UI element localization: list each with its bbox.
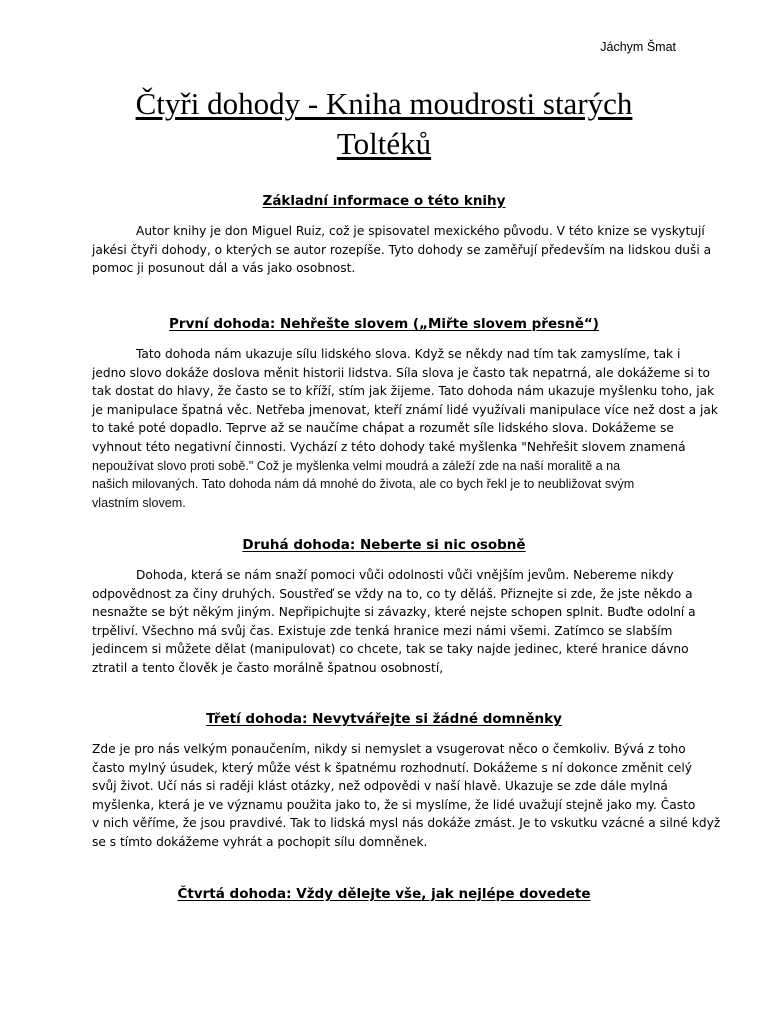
paragraph-line: svůj život. Učí nás si raději klást otázky, než odpovědi v naší hlavě. Ukazuje se zde dále mylná (92, 779, 668, 794)
paragraph-line: ztratil a tento člověk je často morálně špatnou osobností, (92, 660, 444, 675)
paragraph-line: často mylný úsudek, který může vést k špatnému rozhodnutí. Dokážeme s ní dokonce změnit celý (92, 760, 692, 775)
title-line-1: Čtyři dohody - Kniha moudrosti starých (135, 86, 633, 121)
paragraph-line: vyhnout této negativní činnosti. Vychází z této dohody také myšlenka "Nehřešit slovem znamená (92, 439, 686, 454)
paragraph-line: je manipulace špatná věc. Netřeba jmenovat, kteří známí lidé využívali manipulace více než dost a jak (92, 402, 718, 417)
section-heading-basic-info: Základní informace o této knihy (262, 193, 506, 209)
paragraph-line: jedno slovo dokáže doslova měnit historii lidstva. Síla slova je často tak nepatrná, ale dokážeme si to (92, 365, 710, 380)
section-heading-first-agreement: První dohoda: Nehřešte slovem („Miřte slovem přesně“) (169, 316, 599, 332)
author-name: Jáchym Šmat (600, 40, 676, 54)
paragraph-line: v nich věříme, že jsou pravdivé. Tak to lidská mysl nás dokáže zmást. Je to vskutku vzácné a silné když (92, 816, 721, 831)
section-paragraph-second-agreement (92, 566, 696, 678)
paragraph-line: jakési čtyři dohody, o kterých se autor rozepíše. Tyto dohody se zaměřují především na lidskou duši a (92, 242, 712, 257)
paragraph-line: myšlenka, která je ve významu použita jako to, že si myslíme, že lidé uvažují stejně jako my. Často (92, 797, 696, 812)
document-title (60, 84, 708, 164)
paragraph-line: vlastním slovem. (92, 495, 186, 510)
paragraph-line: odpovědnost za činy druhých. Soustřeď se vždy na to, co ty děláš. Přiznejte si zde, že jste někdo a (92, 586, 693, 601)
paragraph-line: tak dostat do hlavy, že často se to kříží, stím jak žijeme. Tato dohoda nám ukazuje myšlenku toho, jak (92, 384, 715, 399)
section-heading-second-agreement: Druhá dohoda: Neberte si nic osobně (242, 537, 526, 553)
paragraph-line: Autor knihy je don Miguel Ruiz, což je spisovatel mexického původu. V této knize se vyskytují (136, 224, 705, 238)
title-line-2: Toltéků (336, 126, 432, 161)
paragraph-line: nepoužívat slovo proti sobě." Což je myšlenka velmi moudrá a záleží zde na naší moralitě a na (92, 458, 621, 473)
section-paragraph-third-agreement (92, 740, 721, 852)
paragraph-line: jedincem si můžete dělat (manipulovat) co chcete, tak se taky najde jedinec, které hranice dávno (92, 642, 689, 657)
section-heading-third-agreement: Třetí dohoda: Nevytvářejte si žádné domněnky (206, 711, 562, 727)
paragraph-line: pomoc ji posunout dál a vás jako osobnost. (92, 261, 356, 276)
paragraph-line: nesnažte se být někým jiným. Nepřipichujte si závazky, které nejste schopen splnit. Buďte odolní a (92, 605, 696, 620)
paragraph-line: se s tímto dokážeme vyhrát a pochopit sílu domněnek. (92, 834, 428, 849)
paragraph-line: Dohoda, která se nám snaží pomoci vůči odolnosti vůči vnějším jevům. Nebereme nikdy (136, 568, 674, 582)
paragraph-line: našich milovaných. Tato dohoda nám dá mnohé do života, ale co bych řekl je to neubližovat svým (92, 477, 635, 492)
section-paragraph-first-agreement (92, 345, 718, 512)
section-heading-fourth-agreement: Čtvrtá dohoda: Vždy dělejte vše, jak nejlépe dovedete (177, 886, 591, 902)
paragraph-line: to také poté dopadlo. Teprve až se naučíme chápat a rozumět síle lidského slova. Dokážeme se (92, 421, 674, 436)
section-paragraph-basic-info (92, 222, 712, 278)
paragraph-line: Zde je pro nás velkým ponaučením, nikdy si nemyslet a vsugerovat něco o čemkoliv. Bývá z toho (92, 742, 686, 756)
paragraph-line: trpěliví. Všechno má svůj čas. Existuje zde tenká hranice mezi námi všemi. Zatímco se slabším (92, 623, 673, 638)
paragraph-line: Tato dohoda nám ukazuje sílu lidského slova. Když se někdy nad tím tak zamyslíme, tak i (136, 347, 681, 361)
